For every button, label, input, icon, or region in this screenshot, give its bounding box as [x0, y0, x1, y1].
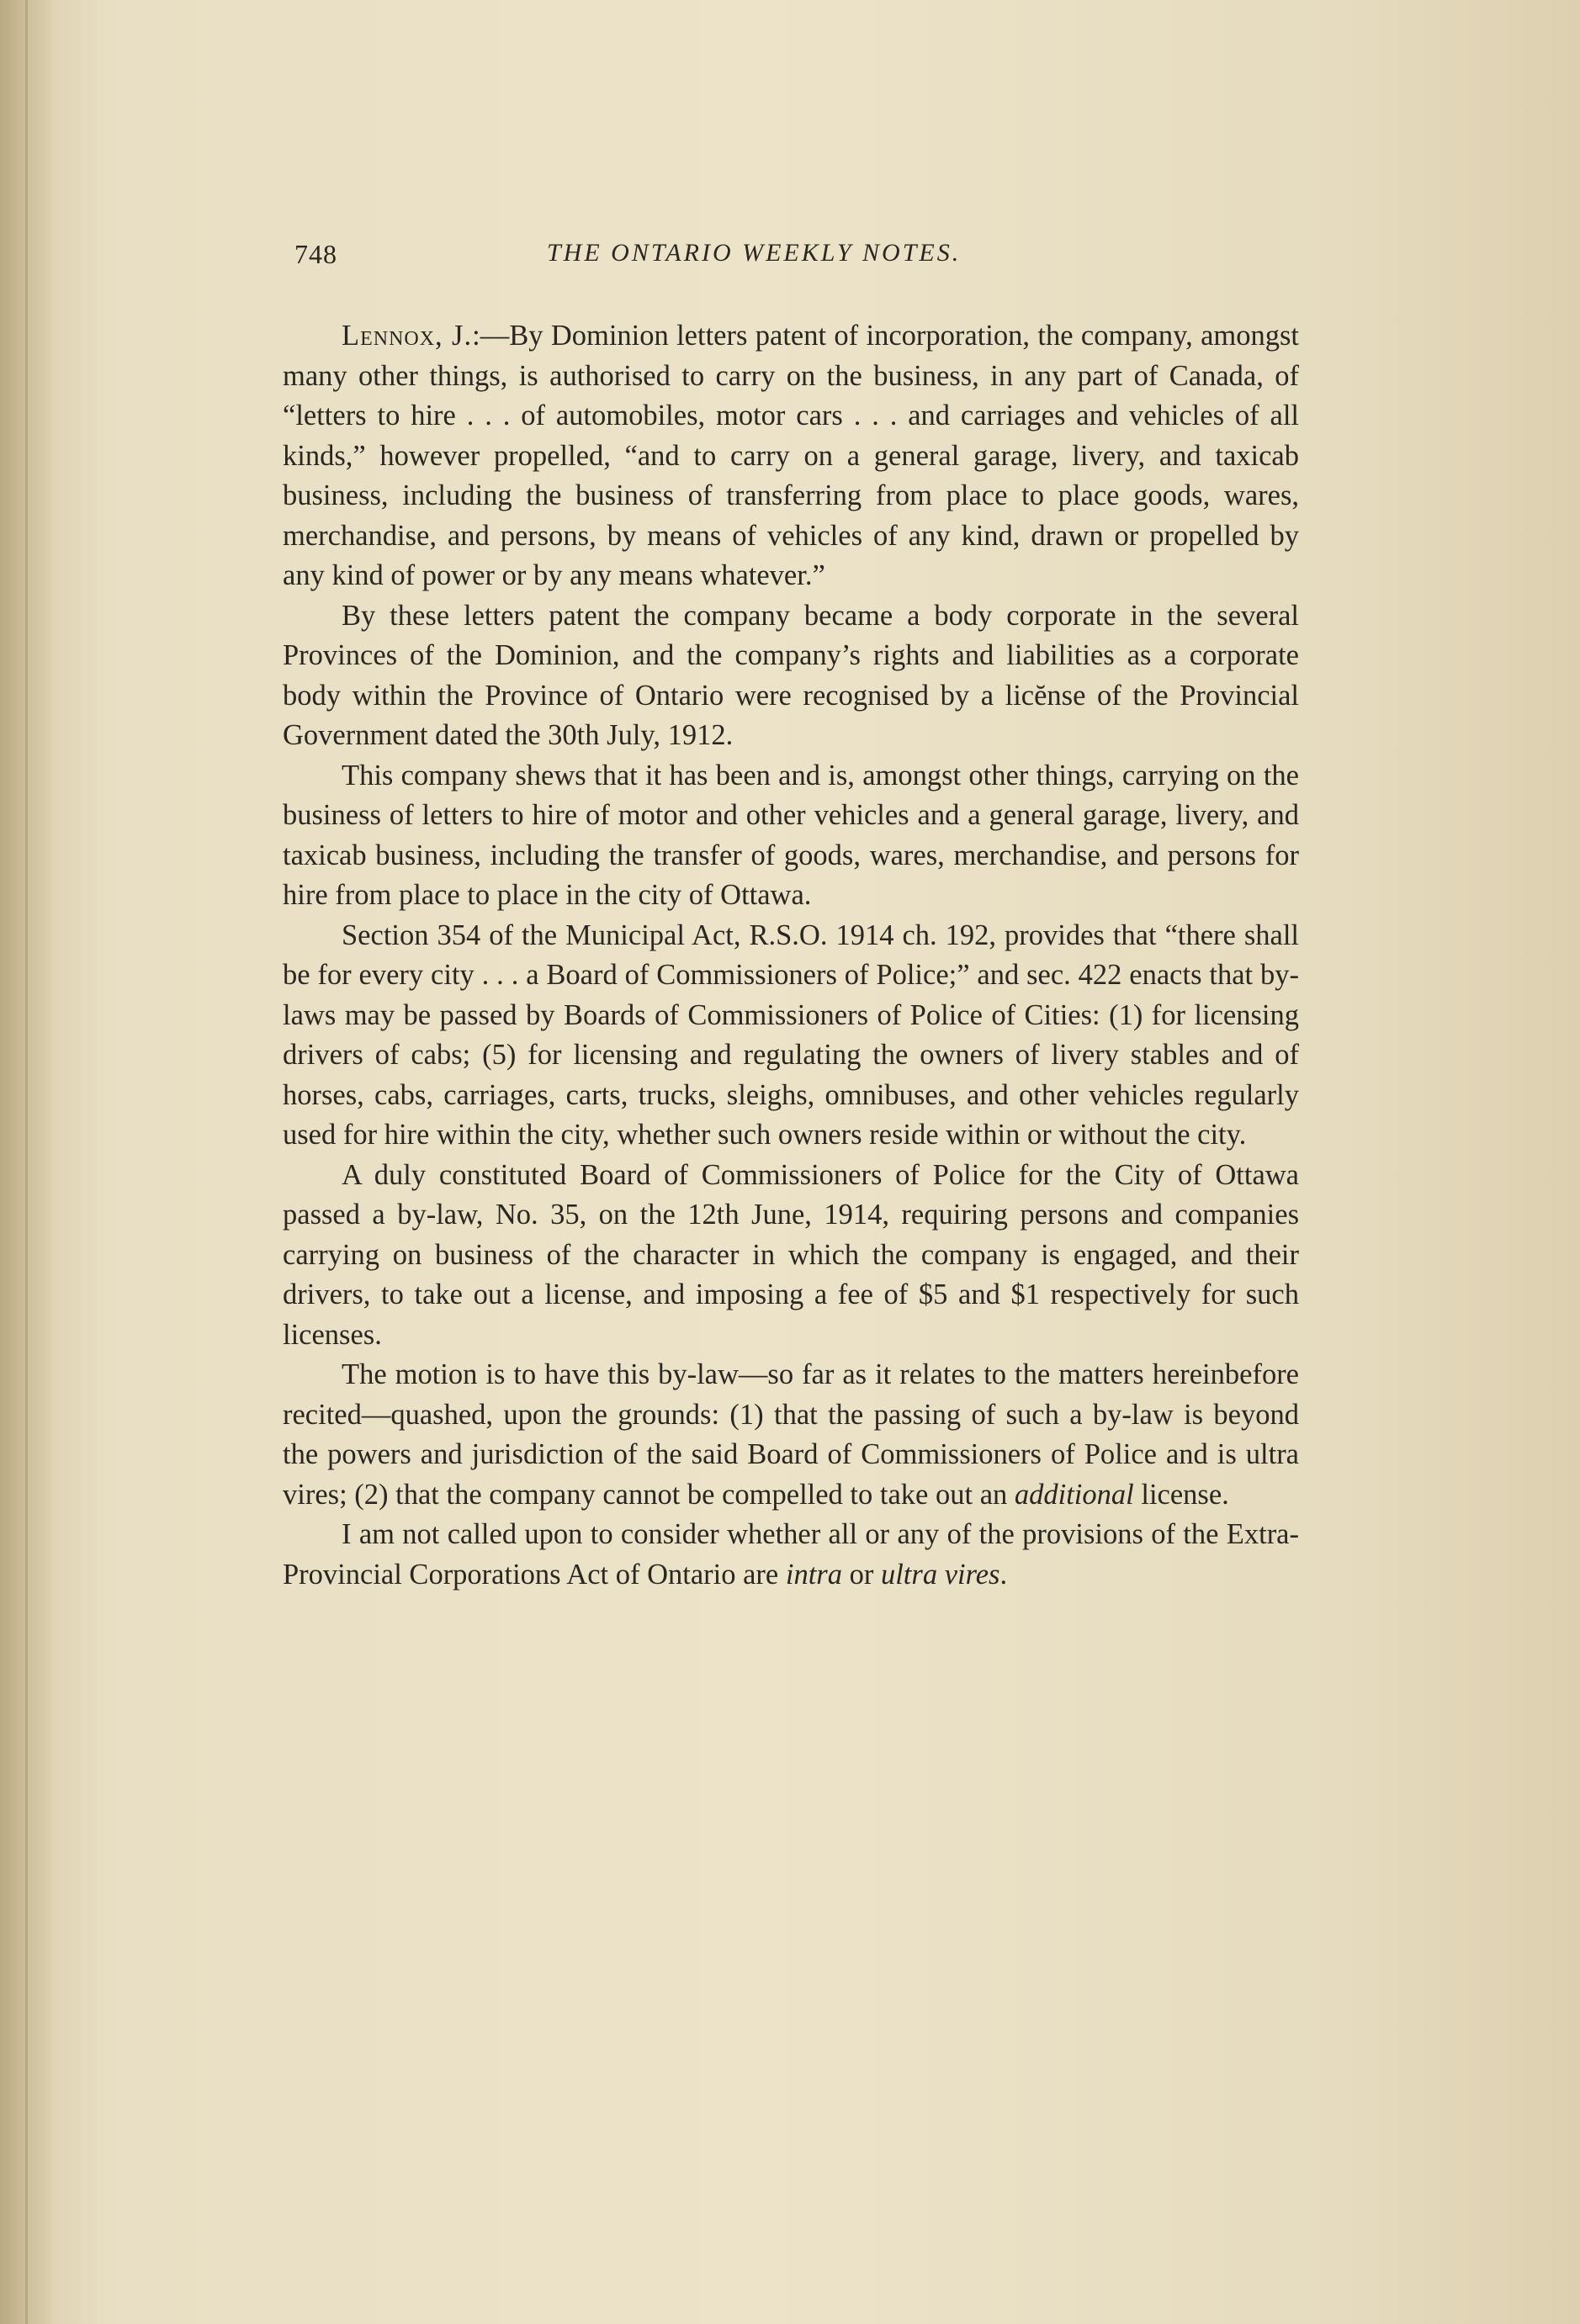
page-header: [294, 239, 1304, 281]
page-gutter: [0, 0, 52, 2324]
paragraph-6-italic: additional: [1014, 1478, 1134, 1511]
paragraph-7-text-middle: or: [841, 1558, 881, 1591]
body-text: [283, 316, 1299, 1595]
paragraph-7-text-after: .: [999, 1558, 1008, 1591]
paragraph-7-italic-ultra: ultra vires: [880, 1558, 1000, 1591]
paragraph-1-text: :—By Dominion letters patent of incorporation, the company, amongst many other things, is authorised to carry on the business, in any part of Canada, of “letters to hire . . . of automobiles, motor cars . . . and carriages and vehicles of all kinds,” however propelled, “and to carry on a general garage, livery, and taxicab business, including the business of transferring from place to place goods, wares, merchandise, and persons, by means of vehicles of any kind, drawn or propelled by any kind of power or by any means whatever.”: [283, 320, 1299, 591]
paragraph-6-text-before: The motion is to have this by-law—so far as it relates to the matters hereinbefore recited—quashed, upon the grounds: (1) that the passing of such a by-law is beyond the powers and jurisdiction of the said Board of Commissioners of Police and is ultra vires; (2) that the company cannot be compelled to take out an: [283, 1358, 1299, 1511]
gutter-fold: [25, 0, 28, 2324]
paragraph-5: A duly constituted Board of Commissioners of Police for the City of Ottawa passed a by-law, No. 35, on the 12th June, 1914, requiring persons and companies carrying on business of the character in which the company is engaged, and their drivers, to take out a license, and imposing a fee of $5 and $1 respectively for such licenses.: [283, 1158, 1299, 1351]
paragraph-6: [283, 1355, 1299, 1515]
judge-name: Lennox, J.: [342, 320, 473, 352]
running-title: THE ONTARIO WEEKLY NOTES.: [547, 239, 962, 267]
paragraph-7: [283, 1515, 1299, 1595]
paragraph-4: Section 354 of the Municipal Act, R.S.O. 1914 ch. 192, provides that “there shall be for every city . . . a Board of Commissioners of Police;” and sec. 422 enacts that by-laws may be passed by Boards of Commissioners of Police of Cities: (1) for licensing drivers of cabs; (5) for licensing and regulating the owners of livery stables and of horses, cabs, carriages, carts, trucks, sleighs, omnibuses, and other vehicles regularly used for hire within the city, whether such owners reside within or without the city.: [283, 918, 1299, 1151]
paragraph-7-text-before: I am not called upon to consider whether all or any of the provisions of the Extra-Provincial Corporations Act of Ontario are: [283, 1518, 1299, 1591]
page-number: 748: [294, 239, 337, 269]
paragraph-3: This company shews that it has been and is, amongst other things, carrying on the business of letters to hire of motor and other vehicles and a general garage, livery, and taxicab business, including the transfer of goods, wares, merchandise, and persons for hire from place to place in the city of Ottawa.: [283, 759, 1299, 911]
paragraph-6-text-after: license.: [1133, 1478, 1229, 1511]
paragraph-2: By these letters patent the company became a body corporate in the several Provinces of the Dominion, and the company’s rights and liabilities as a corporate body within the Province of Ontario were recognised by a licĕnse of the Provincial Government dated the 30th July, 1912.: [283, 599, 1299, 751]
paragraph-7-italic-intra: intra: [785, 1558, 842, 1591]
paragraph-1: [283, 316, 1299, 596]
